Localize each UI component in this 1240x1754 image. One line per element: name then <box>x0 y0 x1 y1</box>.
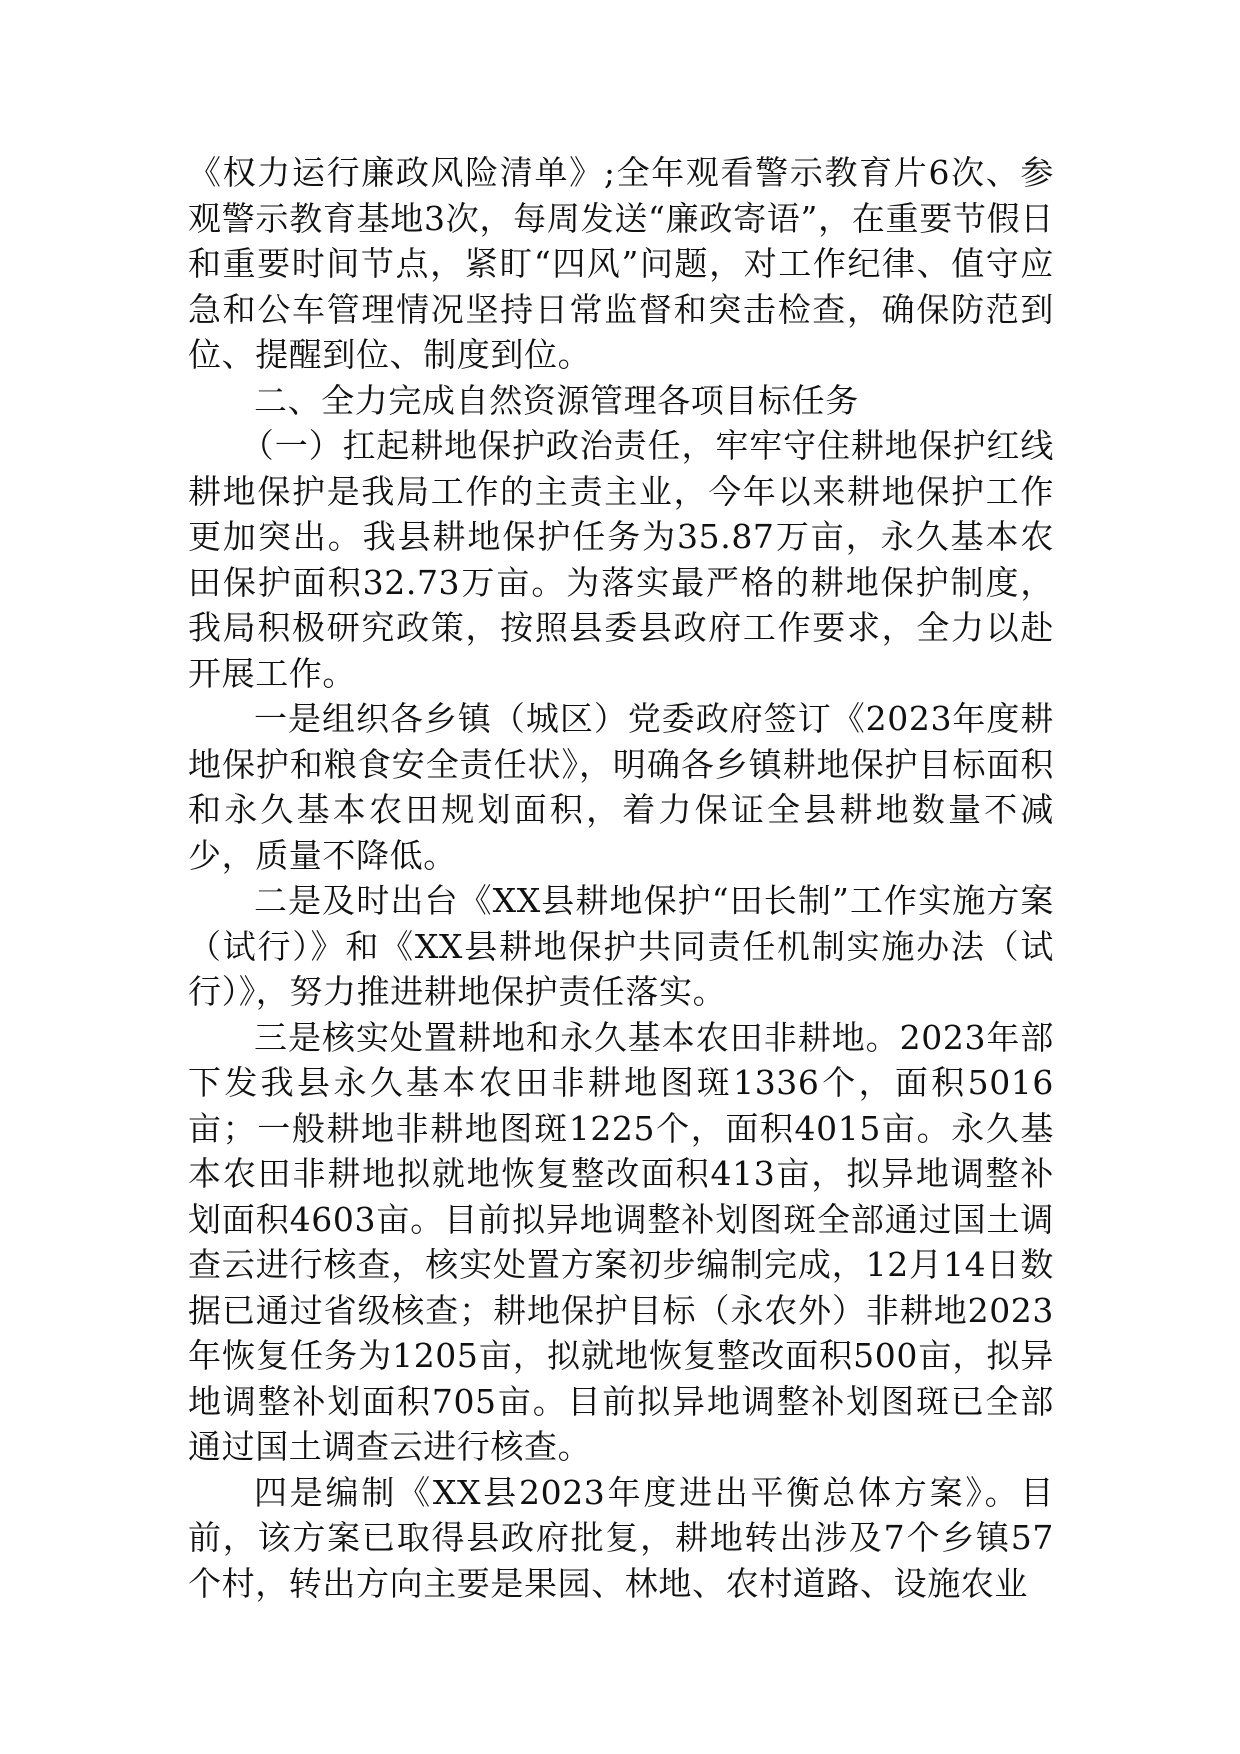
section-heading: 二、全力完成自然资源管理各项目标任务 <box>254 380 859 420</box>
paragraph-item-1: 一是组织各乡镇（城区）党委政府签订《2023年度耕地保护和粮食安全责任状》，明确各乡镇耕地保护目标面积和永久基本农田规划面积，着力保证全县耕地数量不减少，质量不降低。 <box>188 699 1054 875</box>
paragraph-continued: 《权力运行廉政风险清单》;全年观看警示教育片6次、参观警示教育基地3次，每周发送“廉政寄语”，在重要节假日和重要时间节点，紧盯“四风”问题，对工作纪律、值守应急和公车管理情况坚持日常监督和突击检查，确保防范到位、提醒到位、制度到位。 <box>188 153 1054 374</box>
subsection-paragraph: （一）扛起耕地保护政治责任，牢牢守住耕地保护红线耕地保护是我局工作的主责主业，今年以来耕地保护工作更加突出。我县耕地保护任务为35.87万亩，永久基本农田保护面积32.73万亩。为落实最严格的耕地保护制度，我局积极研究政策，按照县委县政府工作要求，全力以赴开展工作。 <box>188 426 1055 693</box>
paragraph-item-2: 二是及时出台《XX县耕地保护“田长制”工作实施方案（试行）》和《XX县耕地保护共同责任机制实施办法（试行）》，努力推进耕地保护责任落实。 <box>188 881 1054 1011</box>
paragraph-item-4: 四是编制《XX县2023年度进出平衡总体方案》。目前，该方案已取得县政府批复，耕地转出涉及7个乡镇57个村，转出方向主要是果园、林地、农村道路、设施农业 <box>188 1472 1054 1603</box>
document-page <box>188 150 1054 1606</box>
paragraph-item-3: 三是核实处置耕地和永久基本农田非耕地。2023年部下发我县永久基本农田非耕地图斑1336个，面积5016亩；一般耕地非耕地图斑1225个，面积4015亩。永久基本农田非耕地拟就地恢复整改面积413亩，拟异地调整补划面积4603亩。目前拟异地调整补划图斑全部通过国土调查云进行核查，核实处置方案初步编制完成，12月14日数据已通过省级核查；耕地保护目标（永农外）非耕地2023年恢复任务为1205亩，拟就地恢复整改面积500亩，拟异地调整补划面积705亩。目前拟异地调整补划图斑已全部通过国土调查云进行核查。 <box>188 1017 1054 1466</box>
